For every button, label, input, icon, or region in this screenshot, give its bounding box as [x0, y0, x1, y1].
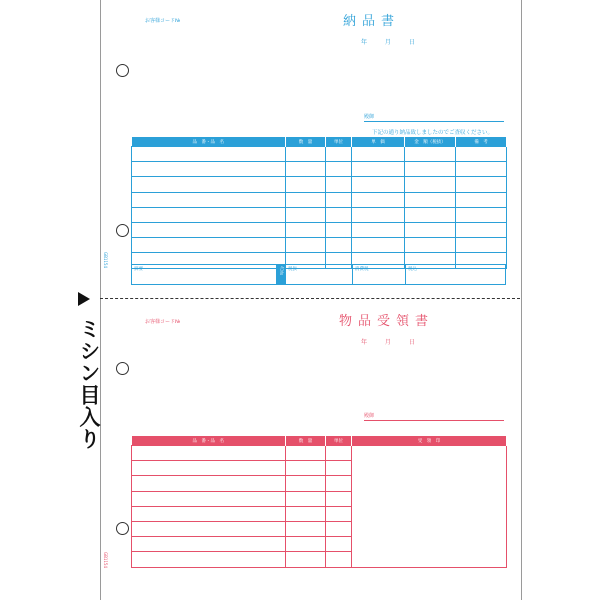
table-row	[132, 207, 507, 222]
upper-items-table	[131, 137, 507, 269]
tax-incl-cell: 税込	[408, 267, 417, 272]
remarks-cell: 摘要	[132, 265, 277, 284]
tax-excl-cell: 税抜	[286, 265, 353, 284]
date-day: 日	[408, 339, 415, 346]
table-row	[132, 222, 507, 237]
upper-title: 納品書	[343, 14, 401, 29]
punch-hole	[116, 522, 129, 535]
perforation-line	[100, 298, 520, 299]
tax-cell: 消費税	[353, 265, 406, 284]
table-header-row	[132, 436, 507, 446]
table-row	[132, 446, 507, 461]
lower-items-table	[131, 436, 507, 568]
header-unit: 単位	[326, 436, 352, 446]
header-item: 品 番・品 名	[132, 137, 286, 147]
table-row	[132, 238, 507, 253]
header-amount: 金 額（税抜）	[405, 137, 456, 147]
punch-hole	[116, 362, 129, 375]
date-year: 年	[361, 39, 368, 46]
lower-addressee: 殿御	[364, 413, 375, 419]
upper-totals-row	[131, 264, 506, 285]
header-qty: 数 量	[286, 137, 326, 147]
upper-signature-line	[364, 121, 504, 122]
table-row	[132, 147, 507, 162]
header-notes: 備 考	[456, 137, 507, 147]
upper-side-code: GB1154	[103, 252, 108, 269]
header-unit: 単位	[326, 137, 352, 147]
date-day: 日	[408, 39, 415, 46]
date-year: 年	[361, 339, 368, 346]
header-price: 単 価	[352, 137, 405, 147]
lower-date	[361, 337, 415, 346]
table-header-row	[132, 137, 507, 147]
date-month: 月	[384, 339, 391, 346]
table-row	[132, 162, 507, 177]
upper-receipt-note: 下記の通り納品致しましたのでご査収ください。	[372, 130, 494, 136]
total-label: 合計	[277, 265, 286, 284]
perforation-label: ミシン目入り	[77, 318, 101, 450]
date-month: 月	[384, 39, 391, 46]
receipt-stamp-cell	[352, 446, 507, 568]
header-item: 品 番・品 名	[132, 436, 286, 446]
upper-addressee: 殿御	[364, 114, 375, 120]
table-row	[132, 192, 507, 207]
upper-customer-code: お客様コード№	[145, 18, 181, 24]
upper-date	[361, 37, 415, 46]
punch-hole	[116, 224, 129, 237]
lower-title: 物品受領書	[339, 314, 435, 329]
punch-hole	[116, 64, 129, 77]
header-qty: 数 量	[286, 436, 326, 446]
lower-signature-line	[364, 420, 504, 421]
table-row	[132, 177, 507, 192]
arrow-right-icon	[78, 292, 90, 306]
lower-customer-code: お客様コード№	[145, 319, 181, 325]
header-receipt-stamp: 受 領 印	[352, 436, 507, 446]
lower-side-code: GB1154	[103, 552, 108, 569]
